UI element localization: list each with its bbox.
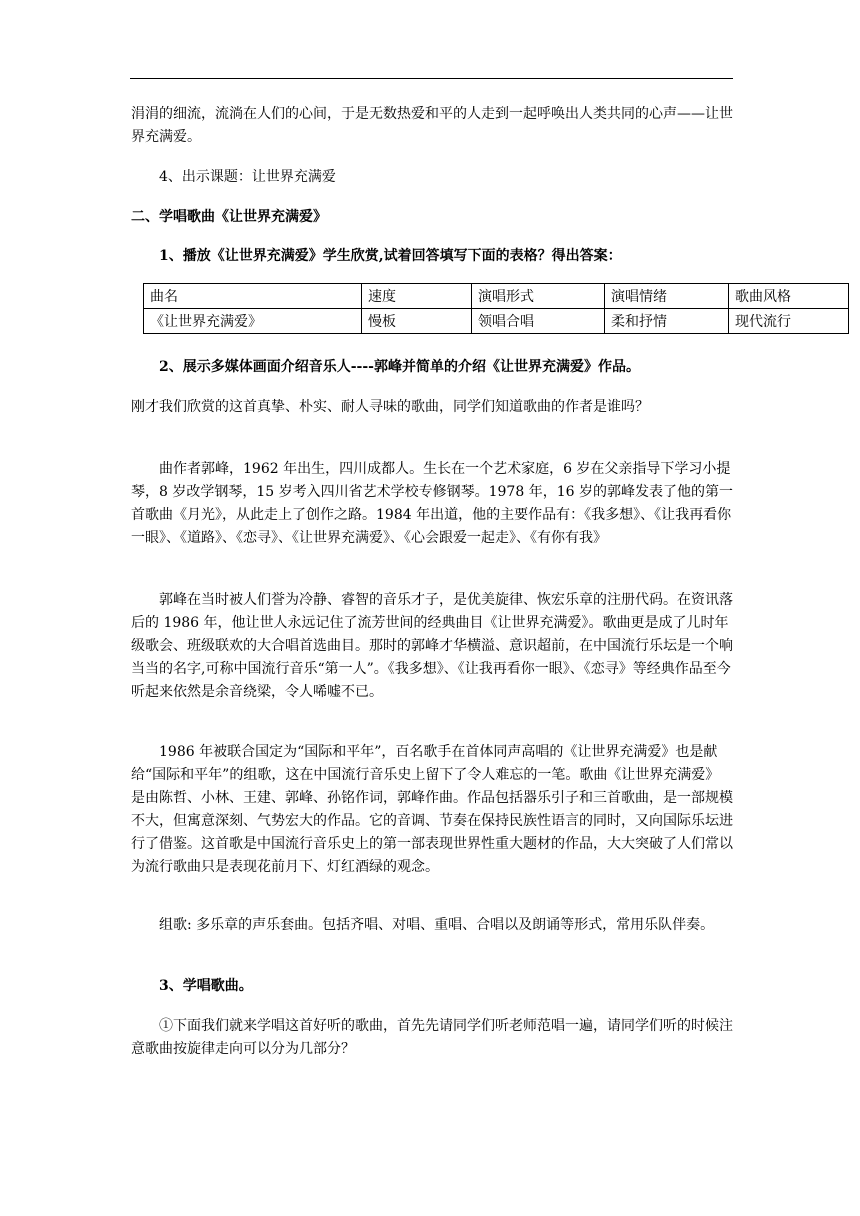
reputation-text: 郭峰在当时被人们誉为冷静、睿智的音乐才子，是优美旋律、恢宏乐章的注册代码。在资讯落后的 1986 年，他让世人永远记住了流芳世间的经典曲目《让世界充满爱》。歌曲更是成了儿时年级歌会、班级联欢的大合唱首选曲目。那时的郭峰才华横溢、意识超前，在中国流行乐坛是一个响当当的名字,可称中国流行音乐“第一人”。《我多想》、《让我再看你一眼》、《恋寻》等经典作品至今听起来依然是余音绕梁，令人唏嘘不已。 bbox=[131, 592, 733, 700]
question-text: 刚才我们欣赏的这首真挚、朴实、耐人寻味的歌曲，同学们知道歌曲的作者是谁吗？ bbox=[131, 399, 649, 415]
paragraph-intro bbox=[131, 103, 733, 149]
table-cell: 领唱合唱 bbox=[472, 309, 605, 334]
table-cell: 曲名 bbox=[144, 284, 362, 309]
step-1-heading bbox=[131, 245, 733, 268]
table-cell: 柔和抒情 bbox=[605, 309, 729, 334]
table-cell: 歌曲风格 bbox=[729, 284, 849, 309]
table-cell: 《让世界充满爱》 bbox=[144, 309, 362, 334]
step-3-heading bbox=[131, 975, 733, 998]
paragraph-topic bbox=[131, 166, 733, 189]
table-row bbox=[144, 309, 849, 334]
paragraph-definition bbox=[131, 914, 733, 937]
history-text: 1986 年被联合国定为“国际和平年”，百名歌手在首体同声高唱的《让世界充满爱》也是献给“国际和平年”的组歌，这在中国流行音乐史上留下了令人难忘的一笔。歌曲《让世界充满爱》是由陈哲、小林、王建、郭峰、孙铭作词，郭峰作曲。作品包括器乐引子和三首歌曲，是一部规模不大，但寓意深刻、气势宏大的作品。它的音调、节奏在保持民族性语言的同时，又向国际乐坛进行了借鉴。这首歌是中国流行音乐史上的第一部表现世界性重大题材的作品，大大突破了人们常以为流行歌曲只是表现花前月下、灯红酒绿的观念。 bbox=[131, 744, 733, 875]
topic-text: 4、出示课题：让世界充满爱 bbox=[159, 169, 336, 185]
paragraph-composer bbox=[131, 458, 733, 550]
song-info-table bbox=[143, 283, 849, 334]
intro-text: 涓涓的细流，流淌在人们的心间，于是无数热爱和平的人走到一起呼唤出人类共同的心声——让世界充满爱。 bbox=[131, 106, 733, 145]
table-cell: 慢板 bbox=[362, 309, 472, 334]
table-header-row bbox=[144, 284, 849, 309]
section-heading-2 bbox=[131, 206, 733, 229]
paragraph-history bbox=[131, 741, 733, 879]
step-3-text: 3、学唱歌曲。 bbox=[159, 978, 253, 994]
header-rule bbox=[130, 78, 733, 79]
definition-text: 组歌: 多乐章的声乐套曲。包括齐唱、对唱、重唱、合唱以及朗诵等形式，常用乐队伴奏。 bbox=[159, 917, 715, 933]
composer-text: 曲作者郭峰，1962 年出生，四川成都人。生长在一个艺术家庭，6 岁在父亲指导下学习小提琴，8 岁改学钢琴，15 岁考入四川省艺术学校专修钢琴。1978 年，16 岁的郭峰发表了他的第一首歌曲《月光》，从此走上了创作之路。1984 年出道，他的主要作品有：《我多想》、《让我再看你一眼》、《道路》、《恋寻》、《让世界充满爱》、《心会跟爱一起走》、《有你有我》 bbox=[131, 461, 733, 546]
section-heading-text: 二、学唱歌曲《让世界充满爱》 bbox=[131, 209, 327, 225]
step-2-heading bbox=[131, 356, 741, 379]
table-cell: 演唱形式 bbox=[472, 284, 605, 309]
step-1-text: 1、播放《让世界充满爱》学生欣赏,试着回答填写下面的表格？得出答案： bbox=[159, 248, 622, 264]
paragraph-question bbox=[131, 396, 733, 419]
instruction-text: ①下面我们就来学唱这首好听的歌曲，首先先请同学们听老师范唱一遍，请同学们听的时候注意歌曲按旋律走向可以分为几部分？ bbox=[131, 1018, 733, 1057]
paragraph-reputation bbox=[131, 589, 733, 704]
paragraph-instruction bbox=[131, 1015, 733, 1061]
table-cell: 演唱情绪 bbox=[605, 284, 729, 309]
table-cell: 速度 bbox=[362, 284, 472, 309]
step-2-text: 2、展示多媒体画面介绍音乐人----郭峰并简单的介绍《让世界充满爱》作品。 bbox=[159, 359, 640, 375]
table-cell: 现代流行 bbox=[729, 309, 849, 334]
